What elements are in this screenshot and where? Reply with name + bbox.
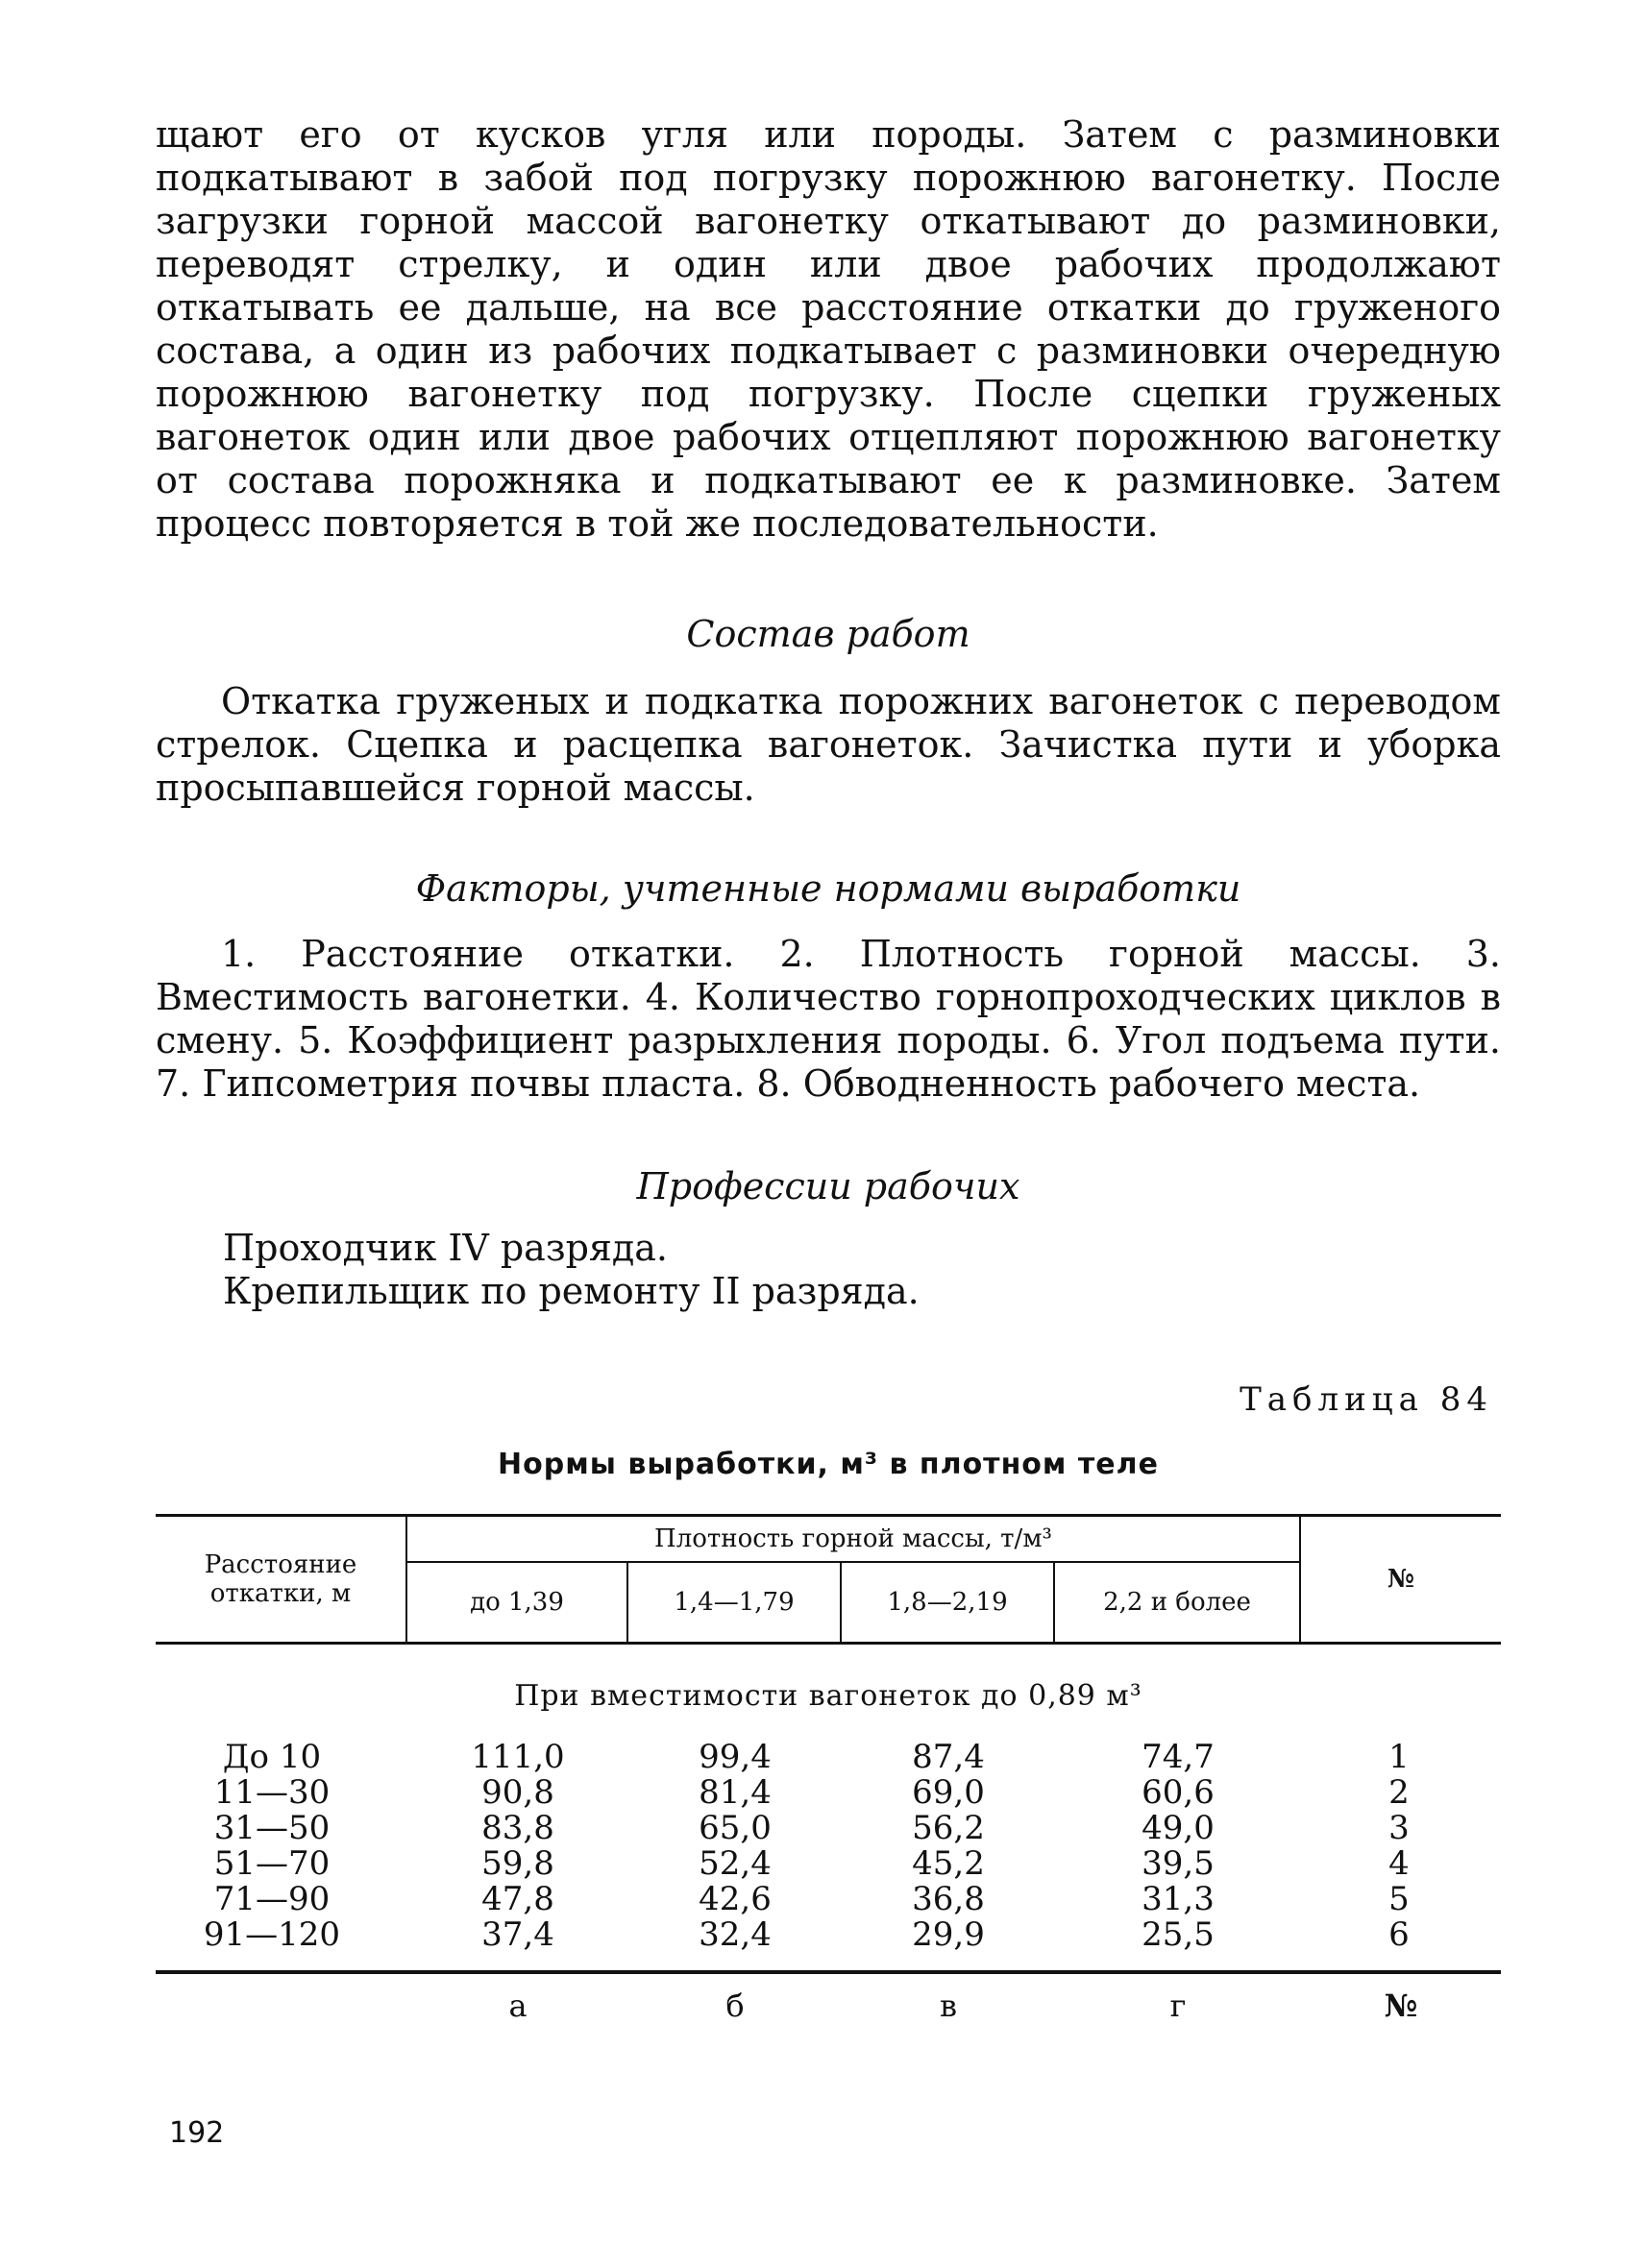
table-row (156, 1775, 1501, 1811)
cell-value: 25,5 (1142, 1915, 1215, 1954)
cell-value: 32,4 (699, 1915, 772, 1954)
column-letter: г (1169, 1988, 1187, 2024)
column-letter: а (508, 1988, 528, 2024)
cell-distance: 31—50 (213, 1809, 331, 1847)
column-letter: № (1384, 1988, 1418, 2024)
cell-number: 6 (1388, 1915, 1410, 1954)
table-row (156, 1811, 1501, 1846)
professions-list (156, 1227, 1501, 1313)
cell-value: 56,2 (912, 1809, 985, 1847)
cell-distance: 91—120 (203, 1915, 341, 1954)
cell-distance: 11—30 (213, 1773, 331, 1812)
factors-paragraph: 1. Расстояние откатки. 2. Плотность горной массы. 3. Вместимость вагонетки. 4. Количество горнопроходческих циклов в смену. 5. Коэффициент разрыхления породы. 6. Угол подъема пути. 7. Гипсометрия почвы пласта. 8. Обводненность рабочего места. (156, 933, 1501, 1105)
cell-value: 74,7 (1142, 1738, 1215, 1776)
cell-distance: 51—70 (213, 1844, 331, 1883)
table-caption: Таблица 84 (1240, 1380, 1493, 1419)
cell-value: 81,4 (699, 1773, 772, 1812)
table-bottom-rule (156, 1970, 1501, 1974)
column-letter: б (725, 1988, 745, 2024)
page-content (156, 113, 1501, 2024)
intro-paragraph: щают его от кусков угля или породы. Затем с разминовки подкатывают в забой под погрузку порожнюю вагонетку. После загрузки горной массой вагонетку откатывают до разминовки, переводят стрелку, и один или двое рабочих продолжают откатывать ее дальше, на все расстояние откатки до груженого состава, а один из рабочих подкатывает с разминовки очередную порожнюю вагонетку под погрузку. После сцепки груженых вагонеток один или двое рабочих отцепляют порожнюю вагонетку от состава порожняка и подкатывают ее к разминовке. Затем процесс повторяется в той же последовательности. (156, 113, 1501, 545)
cell-value: 45,2 (912, 1844, 985, 1883)
letter-spacer (156, 1988, 407, 2024)
header-number: № (1387, 1565, 1415, 1594)
header-density-col: до 1,39 (407, 1563, 628, 1642)
profession-item: Крепильщик по ремонту II разряда. (223, 1270, 920, 1312)
table-row (156, 1917, 1501, 1953)
cell-value: 87,4 (912, 1738, 985, 1776)
cell-value: 111,0 (471, 1738, 565, 1776)
cell-value: 60,6 (1142, 1773, 1215, 1812)
header-density-col: 2,2 и более (1055, 1563, 1301, 1642)
cell-distance: До 10 (222, 1738, 322, 1776)
cell-value: 83,8 (481, 1809, 554, 1847)
cell-value: 52,4 (699, 1844, 772, 1883)
cell-value: 65,0 (699, 1809, 772, 1847)
table-row (156, 1882, 1501, 1917)
table-row (156, 1740, 1501, 1775)
composition-paragraph: Откатка груженых и подкатка порожних вагонеток с переводом стрелок. Сцепка и расцепка вагонеток. Зачистка пути и уборка просыпавшейся горной массы. (156, 680, 1501, 809)
cell-value: 42,6 (699, 1880, 772, 1918)
composition-heading: Состав работ (686, 613, 970, 655)
column-letter: в (939, 1988, 957, 2024)
cell-value: 31,3 (1142, 1880, 1215, 1918)
table-body (156, 1740, 1501, 1953)
cell-value: 99,4 (699, 1738, 772, 1776)
cell-value: 29,9 (912, 1915, 985, 1954)
table-section-label: При вместимости вагонеток до 0,89 м³ (514, 1679, 1142, 1713)
cell-value: 36,8 (912, 1880, 985, 1918)
cell-value: 37,4 (481, 1915, 554, 1954)
header-density-col: 1,4—1,79 (628, 1563, 842, 1642)
page-number: 192 (169, 2116, 225, 2150)
cell-value: 90,8 (481, 1773, 554, 1812)
cell-value: 39,5 (1142, 1844, 1215, 1883)
cell-value: 49,0 (1142, 1809, 1215, 1847)
cell-number: 1 (1388, 1738, 1410, 1776)
cell-distance: 71—90 (213, 1880, 331, 1918)
cell-value: 69,0 (912, 1773, 985, 1812)
cell-number: 2 (1388, 1773, 1410, 1812)
table-title: Нормы выработки, м³ в плотном теле (498, 1448, 1159, 1481)
header-density-col: 1,8—2,19 (842, 1563, 1055, 1642)
profession-item: Проходчик IV разряда. (223, 1227, 668, 1269)
header-distance: Расстояние откатки, м (156, 1517, 407, 1642)
cell-number: 3 (1388, 1809, 1410, 1847)
cell-number: 5 (1388, 1880, 1410, 1918)
factors-heading: Факторы, учтенные нормами выработки (415, 867, 1241, 910)
cell-number: 4 (1388, 1844, 1410, 1883)
cell-value: 47,8 (481, 1880, 554, 1918)
table-row (156, 1846, 1501, 1882)
column-letters (156, 1988, 1501, 2024)
header-density: Плотность горной массы, т/м³ (407, 1517, 1301, 1563)
cell-value: 59,8 (481, 1844, 554, 1883)
table-header (156, 1514, 1501, 1645)
professions-heading: Профессии рабочих (636, 1165, 1020, 1207)
norms-table (156, 1514, 1501, 2024)
